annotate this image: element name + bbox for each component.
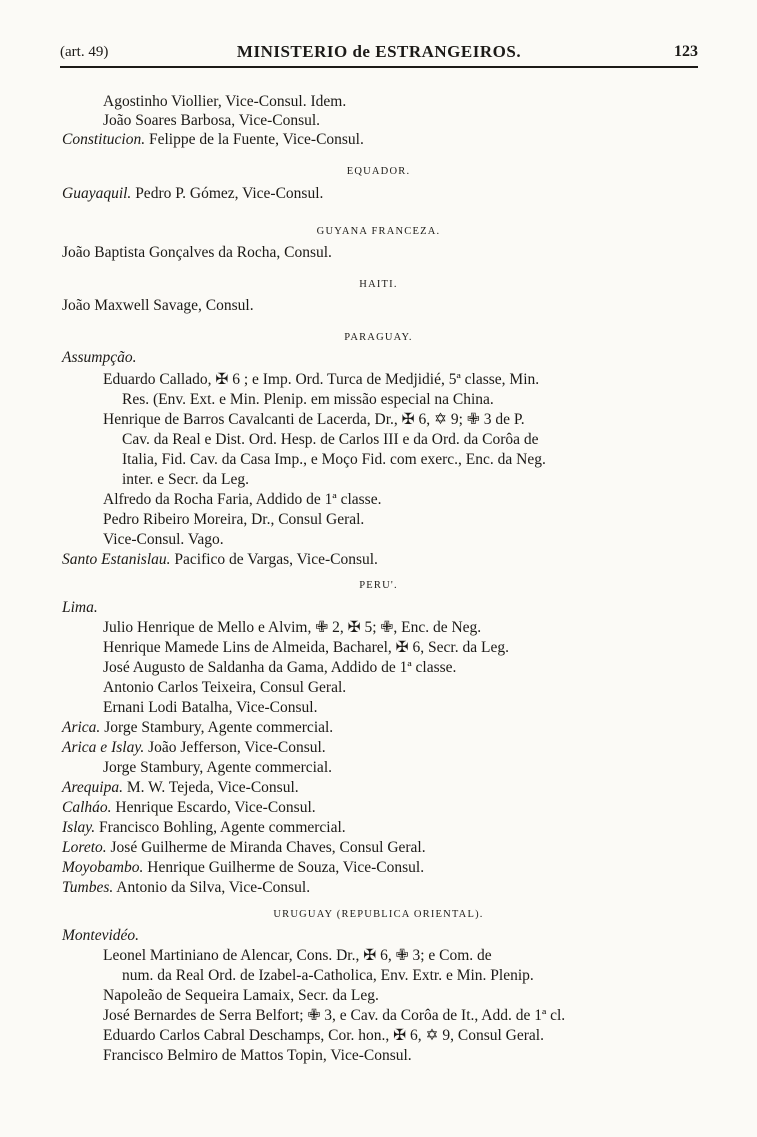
place-name: Arica. [62, 719, 101, 736]
text-line [103, 92, 346, 112]
text-line [62, 184, 323, 204]
place-name: Assumpção. [62, 349, 137, 366]
country-heading: PERU'. [359, 580, 398, 591]
place-name: Calháo. [62, 799, 112, 816]
entry-text: João Jefferson, Vice-Consul. [144, 739, 326, 756]
page-title: MINISTERIO de ESTRANGEIROS. [236, 42, 522, 61]
place-name: Montevidéo. [62, 927, 140, 944]
text-line [103, 510, 364, 530]
entry-text: Italia, Fid. Cav. da Casa Imp., e Moço Fid. com exerc., Enc. da Neg. [122, 451, 546, 468]
page-number: 123 [674, 43, 698, 60]
entry-text: José Augusto de Saldanha da Gama, Addido de 1ª classe. [103, 659, 457, 676]
text-line [103, 370, 539, 390]
entry-text: M. W. Tejeda, Vice-Consul. [123, 779, 299, 796]
text-line [103, 530, 224, 550]
text-line [62, 818, 346, 838]
place-name: Moyobambo. [62, 859, 144, 876]
text-line [62, 738, 326, 758]
entry-text: Jorge Stambury, Agente commercial. [100, 719, 334, 736]
text-line [62, 130, 364, 150]
entry-text: Jorge Stambury, Agente commercial. [103, 759, 332, 776]
entry-text: Cav. da Real e Dist. Ord. Hesp. de Carlos III e da Ord. da Corôa de [122, 431, 539, 448]
page-header [60, 42, 698, 68]
text-line [103, 638, 509, 658]
place-name: Loreto. [62, 839, 107, 856]
entry-text: Agostinho Viollier, Vice-Consul. Idem. [103, 93, 347, 110]
entry-text: Napoleão de Sequeira Lamaix, Secr. da Leg. [103, 987, 379, 1004]
place-name: Santo Estanislau. [62, 551, 171, 568]
place-name: Arica e Islay. [62, 739, 145, 756]
entry-text: Pacifico de Vargas, Vice-Consul. [170, 551, 378, 568]
entry-text: Felippe de la Fuente, Vice-Consul. [145, 131, 364, 148]
country-heading: GUYANA FRANCEZA. [316, 226, 441, 237]
text-line [62, 296, 254, 316]
text-line [62, 598, 98, 618]
text-line [103, 658, 456, 678]
text-line [122, 430, 539, 450]
text-line [103, 986, 379, 1006]
entry-text: Francisco Belmiro de Mattos Topin, Vice-Consul. [103, 1047, 412, 1064]
entry-text: Henrique Guilherme de Souza, Vice-Consul. [143, 859, 425, 876]
text-line [62, 858, 424, 878]
entry-text: José Bernardes de Serra Belfort; ✙ 3, e Cav. da Corôa de It., Add. de 1ª cl. [103, 1007, 566, 1024]
place-name: Tumbes. [62, 879, 114, 896]
text-line [103, 698, 317, 718]
entry-text: Henrique Escardo, Vice-Consul. [111, 799, 316, 816]
country-heading: HAITI. [359, 279, 398, 290]
text-line [62, 243, 332, 263]
text-line [62, 348, 136, 368]
entry-text: Eduardo Callado, ✠ 6 ; e Imp. Ord. Turca de Medjidié, 5ª classe, Min. [103, 371, 540, 388]
entry-text: Leonel Martiniano de Alencar, Cons. Dr., ✠ 6, ✙ 3; e Com. de [103, 947, 492, 964]
entry-text: João Baptista Gonçalves da Rocha, Consul. [62, 244, 332, 261]
text-line [103, 618, 481, 638]
text-line [62, 926, 139, 946]
text-line [103, 946, 492, 966]
entry-text: Antonio Carlos Teixeira, Consul Geral. [103, 679, 347, 696]
place-name: Islay. [62, 819, 96, 836]
text-line [103, 1026, 544, 1046]
text-line [62, 838, 426, 858]
text-line [122, 390, 494, 410]
entry-text: João Maxwell Savage, Consul. [62, 297, 254, 314]
country-heading: URUGUAY (REPUBLICA ORIENTAL). [273, 909, 484, 920]
text-line [62, 550, 378, 570]
text-line [62, 778, 299, 798]
entry-text: Res. (Env. Ext. e Min. Plenip. em missão especial na China. [122, 391, 494, 408]
entry-text: Alfredo da Rocha Faria, Addido de 1ª classe. [103, 491, 382, 508]
entry-text: Henrique de Barros Cavalcanti de Lacerda, Dr., ✠ 6, ✡ 9; ✙ 3 de P. [103, 411, 525, 428]
entry-text: inter. e Secr. da Leg. [122, 471, 249, 488]
entry-text: Vice-Consul. Vago. [103, 531, 224, 548]
text-line [62, 798, 316, 818]
text-line [122, 966, 534, 986]
entry-text: Pedro P. Gómez, Vice-Consul. [131, 185, 324, 202]
place-name: Constitucion. [62, 131, 146, 148]
place-name: Lima. [62, 599, 98, 616]
entry-text: Ernani Lodi Batalha, Vice-Consul. [103, 699, 318, 716]
text-line [103, 410, 525, 430]
entry-text: Francisco Bohling, Agente commercial. [95, 819, 346, 836]
entry-text: Antonio da Silva, Vice-Consul. [113, 879, 311, 896]
text-line [103, 1046, 412, 1066]
article-reference: (art. 49) [60, 44, 109, 60]
place-name: Guayaquil. [62, 185, 132, 202]
entry-text: Pedro Ribeiro Moreira, Dr., Consul Geral. [103, 511, 365, 528]
text-line [62, 718, 333, 738]
text-line [122, 470, 249, 490]
text-line [103, 678, 346, 698]
entry-text: num. da Real Ord. de Izabel-a-Catholica, Env. Extr. e Min. Plenip. [122, 967, 534, 984]
entry-text: João Soares Barbosa, Vice-Consul. [103, 112, 321, 129]
text-line [103, 1006, 565, 1026]
text-line [103, 490, 381, 510]
entry-text: José Guilherme de Miranda Chaves, Consul Geral. [106, 839, 426, 856]
place-name: Arequipa. [62, 779, 123, 796]
entry-text: Eduardo Carlos Cabral Deschamps, Cor. hon., ✠ 6, ✡ 9, Consul Geral. [103, 1027, 544, 1044]
country-heading: PARAGUAY. [344, 332, 413, 343]
text-line [62, 878, 310, 898]
entry-text: Henrique Mamede Lins de Almeida, Bacharel, ✠ 6, Secr. da Leg. [103, 639, 509, 656]
country-heading: EQUADOR. [346, 166, 411, 177]
text-line [103, 758, 332, 778]
entry-text: Julio Henrique de Mello e Alvim, ✙ 2, ✠ 5; ✙, Enc. de Neg. [103, 619, 482, 636]
text-line [103, 111, 320, 131]
text-line [122, 450, 546, 470]
